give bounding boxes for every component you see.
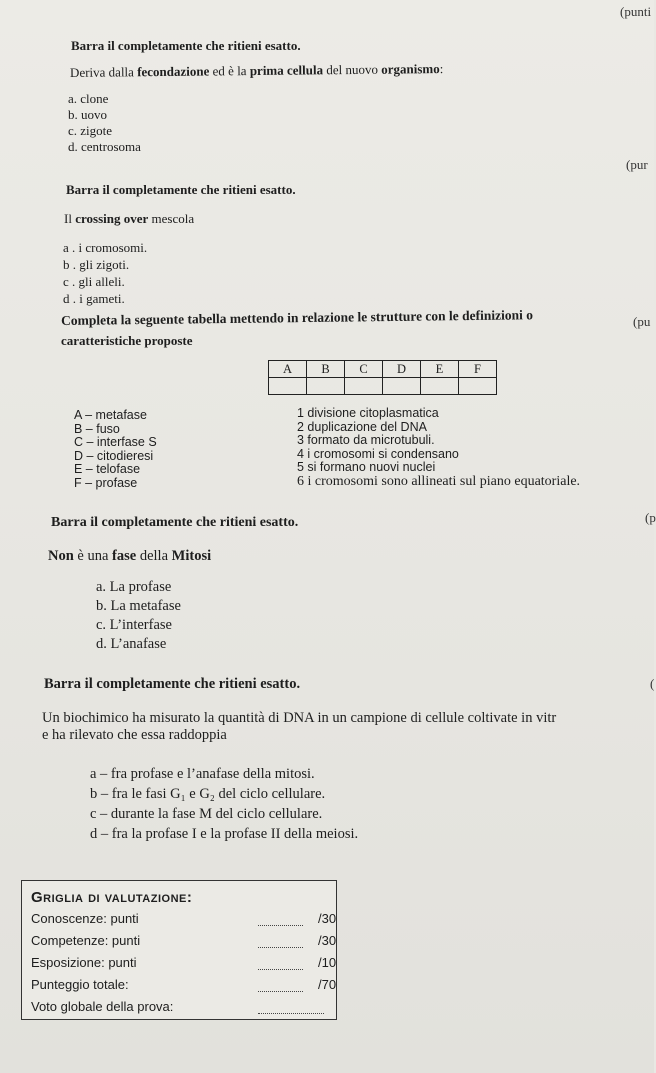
q5-question-line1: Un biochimico ha misurato la quantità di DNA in un campione di cellule coltivate in vitr [42,710,557,726]
score-max-competenze: /30 [318,933,337,948]
score-blank-esposizione[interactable] [258,957,303,970]
definition-item: 4 i cromosomi si condensano [297,446,459,461]
grading-label-competenze: Competenze: punti [31,933,141,948]
q5-option-a[interactable]: a – fra profase e l’anafase della mitosi. [90,766,315,782]
table-header-b: B [307,361,345,378]
score-max-totale: /70 [318,977,337,992]
definition-item: 5 si formano nuovi nuclei [297,460,436,475]
q3-instruction-line1: Completa la seguente tabella mettendo in relazione le strutture con le definizioni o [61,307,534,328]
table-header-a: A [269,361,307,378]
answer-cell-f[interactable] [459,378,497,395]
table-header-f: F [459,361,497,378]
answer-cell-c[interactable] [345,378,383,395]
structure-item: F – profase [74,475,138,490]
q2-question: Il crossing over mescola [64,211,195,226]
q2-option-a[interactable]: a . i cromosomi. [63,240,148,255]
structure-item: D – citodieresi [74,448,154,463]
q4-question: Non è una fase della Mitosi [48,548,212,564]
structure-item: C – interfase S [74,435,157,450]
definitions-list [297,407,580,489]
points-marker: (p [645,510,656,525]
structure-item: A – metafase [74,408,147,422]
answer-cell-a[interactable] [269,378,307,395]
points-marker: ( [650,676,655,691]
score-blank-competenze[interactable] [258,935,303,948]
definition-item: 1 divisione citoplasmatica [297,406,439,420]
q5-option-d[interactable]: d – fra la profase I e la profase II della meiosi. [90,826,359,842]
q4-option-b[interactable]: b. La metafase [96,598,181,614]
points-marker: (pur [626,157,648,172]
definition-item: 2 duplicazione del DNA [297,419,427,434]
q4-instruction: Barra il completamente che ritieni esatto. [51,515,299,530]
score-blank-voto[interactable] [258,1001,324,1014]
q2-option-d[interactable]: d . i gameti. [63,291,125,306]
answer-cell-e[interactable] [421,378,459,395]
definition-item: 6 i cromosomi sono allineati sul piano equatoriale. [297,473,581,489]
q5-question-line2: e ha rilevato che essa raddoppia [42,727,227,743]
grading-box [21,880,337,1020]
structures-list [74,409,157,491]
score-blank-conoscenze[interactable] [258,913,303,926]
score-max-esposizione: /10 [318,955,337,970]
structure-item: B – fuso [74,421,120,436]
score-blank-totale[interactable] [258,979,303,992]
definition-item: 3 formato da microtubuli. [297,433,435,448]
answer-cell-b[interactable] [307,378,345,395]
q4-option-a[interactable]: a. La profase [96,579,172,595]
q2-instruction: Barra il completamente che ritieni esatto. [66,182,296,197]
q1-option-d[interactable]: d. centrosoma [68,139,141,154]
q1-option-b[interactable]: b. uovo [68,107,107,122]
grading-label-conoscenze: Conoscenze: punti [31,911,139,926]
answer-cell-d[interactable] [383,378,421,395]
grading-label-totale: Punteggio totale: [31,977,129,992]
q1-option-a[interactable]: a. clone [68,91,109,106]
q5-option-c[interactable]: c – durante la fase M del ciclo cellulare. [90,806,323,822]
q1-option-c[interactable]: c. zigote [68,123,113,138]
grading-label-voto: Voto globale della prova: [31,999,174,1014]
score-max-conoscenze: /30 [318,911,337,926]
q4-option-d[interactable]: d. L’anafase [96,636,167,652]
points-marker: (punti [620,4,652,19]
q5-option-b[interactable]: b – fra le fasi G₁ e G₂ del ciclo cellulare. [90,786,326,802]
table-header-e: E [421,361,459,378]
answer-table [268,360,497,395]
q4-option-c[interactable]: c. L’interfase [96,617,172,633]
structure-item: E – telofase [74,462,141,477]
q1-question: Deriva dalla fecondazione ed è la prima cellula del nuovo organismo: [69,61,444,80]
table-header-d: D [383,361,421,378]
table-header-c: C [345,361,383,378]
q5-instruction: Barra il completamente che ritieni esatto. [44,676,301,692]
q2-option-b[interactable]: b . gli zigoti. [63,257,130,272]
points-marker: (pu [633,314,651,329]
q3-instruction-line2: caratteristiche proposte [61,333,193,348]
q1-instruction: Barra il completamente che ritieni esatto. [71,38,301,53]
q2-option-c[interactable]: c . gli alleli. [63,274,125,289]
grading-title: Griglia di valutazione: [31,889,193,906]
grading-label-esposizione: Esposizione: punti [31,955,137,970]
